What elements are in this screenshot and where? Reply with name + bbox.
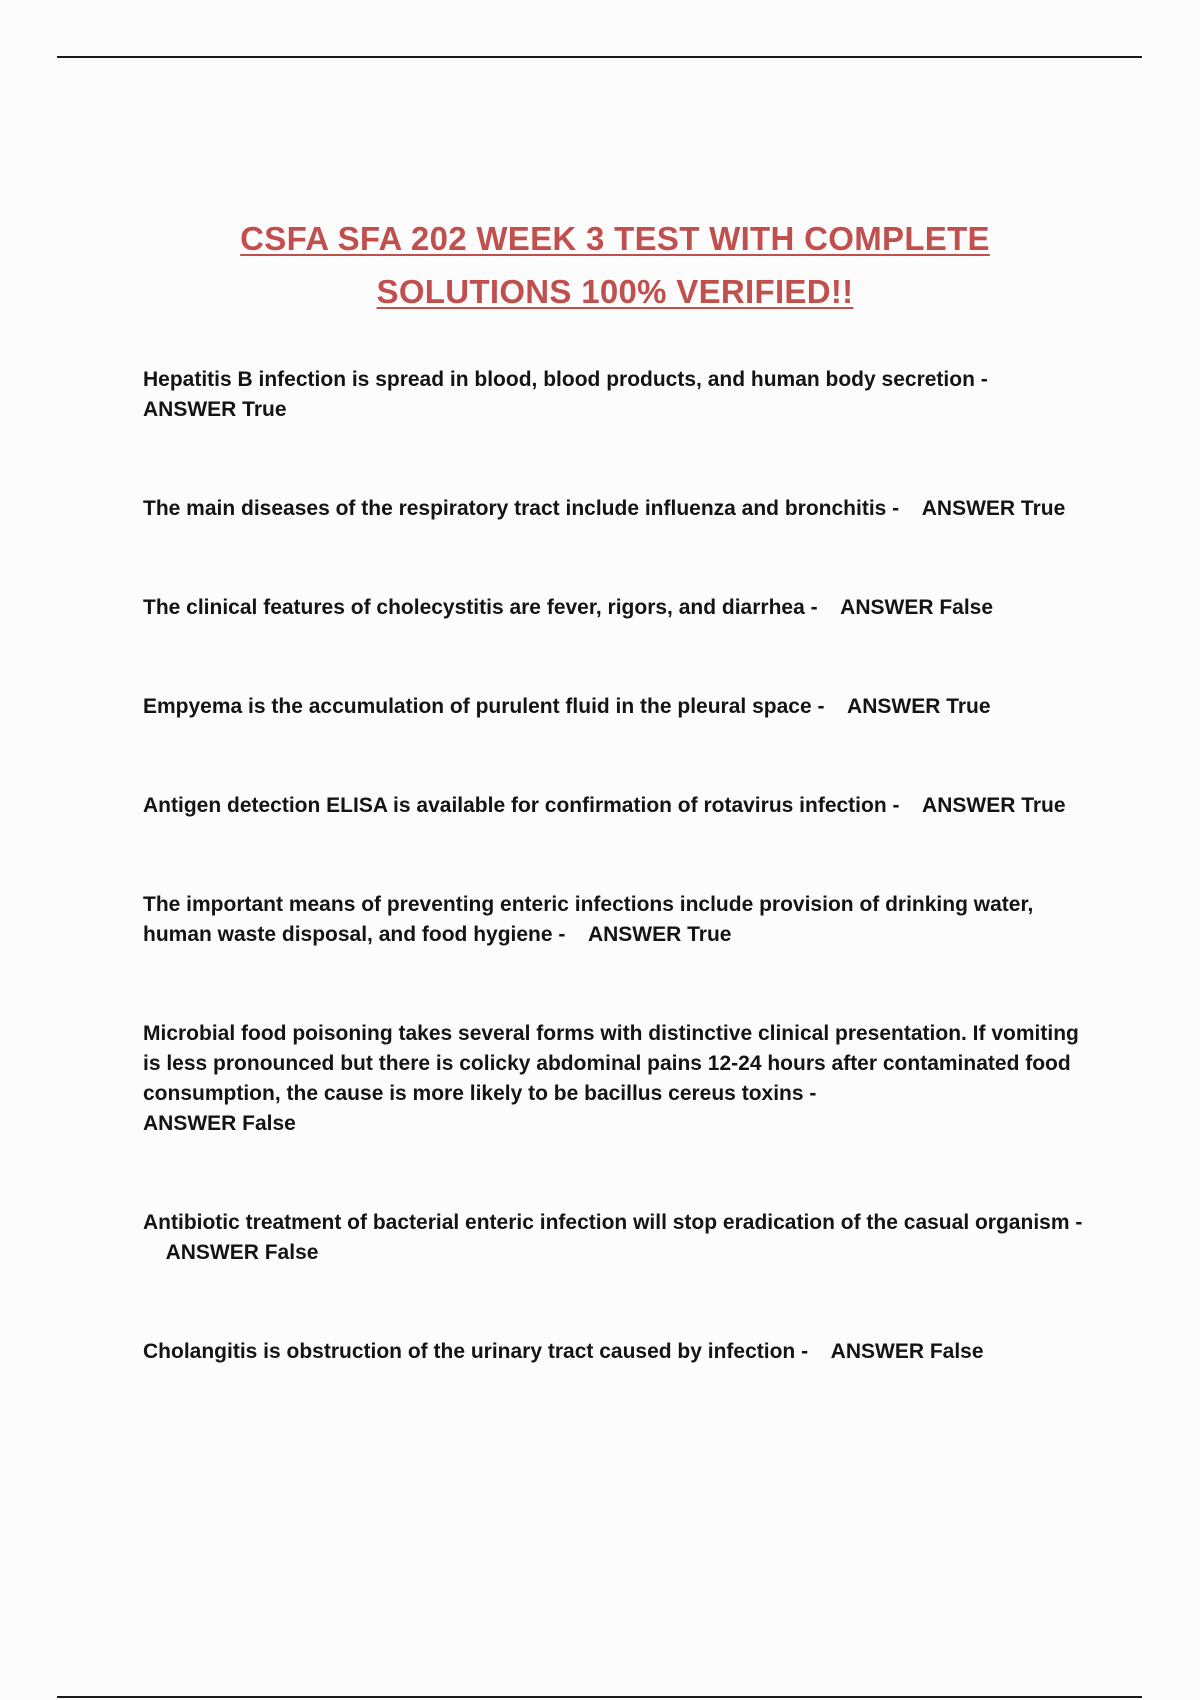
question-text: The clinical features of cholecystitis are fever, rigors, and diarrhea - <box>143 596 818 619</box>
question-item <box>143 365 1088 425</box>
answer-text: ANSWER True <box>847 695 991 718</box>
question-list <box>143 365 1088 1367</box>
question-item <box>143 791 1088 821</box>
answer-text: ANSWER True <box>587 923 732 946</box>
question-item <box>143 890 1088 950</box>
question-text: Hepatitis B infection is spread in blood, blood products, and human body secretion - <box>143 368 988 391</box>
question-item <box>143 593 1088 623</box>
question-text: Antibiotic treatment of bacterial enteric infection will stop eradication of the casual organism - <box>143 1211 1083 1234</box>
question-text: Microbial food poisoning takes several forms with distinctive clinical presentation. If vomiting is less pronounced but there is colicky abdominal pains 12-24 hours after contaminated food consumption, the cause is more likely to be bacillus cereus toxins - <box>143 1022 1079 1105</box>
bottom-rule <box>57 1696 1142 1698</box>
title-line-2: SOLUTIONS 100% VERIFIED!! <box>376 273 854 311</box>
page-title <box>100 212 1130 318</box>
question-item <box>143 1019 1088 1139</box>
question-item <box>143 1337 1088 1367</box>
answer-text: ANSWER False <box>165 1241 319 1264</box>
answer-text: ANSWER True <box>921 497 1066 520</box>
top-rule <box>57 56 1142 58</box>
question-item <box>143 692 1088 722</box>
answer-text: ANSWER True <box>143 398 287 421</box>
answer-text: ANSWER False <box>840 596 994 619</box>
answer-text: ANSWER False <box>143 1112 296 1135</box>
question-text: The important means of preventing enteric infections include provision of drinking water, human waste disposal, and food hygiene - <box>143 893 1034 946</box>
question-text: Empyema is the accumulation of purulent fluid in the pleural space - <box>143 695 825 718</box>
question-text: The main diseases of the respiratory tract include influenza and bronchitis - <box>143 497 900 520</box>
question-item <box>143 1208 1088 1268</box>
title-line-1: CSFA SFA 202 WEEK 3 TEST WITH COMPLETE <box>240 220 990 258</box>
answer-text: ANSWER True <box>922 794 1066 817</box>
question-item <box>143 494 1088 524</box>
question-text: Antigen detection ELISA is available for confirmation of rotavirus infection - <box>143 794 900 817</box>
question-text: Cholangitis is obstruction of the urinary tract caused by infection - <box>143 1340 809 1363</box>
answer-text: ANSWER False <box>830 1340 984 1363</box>
